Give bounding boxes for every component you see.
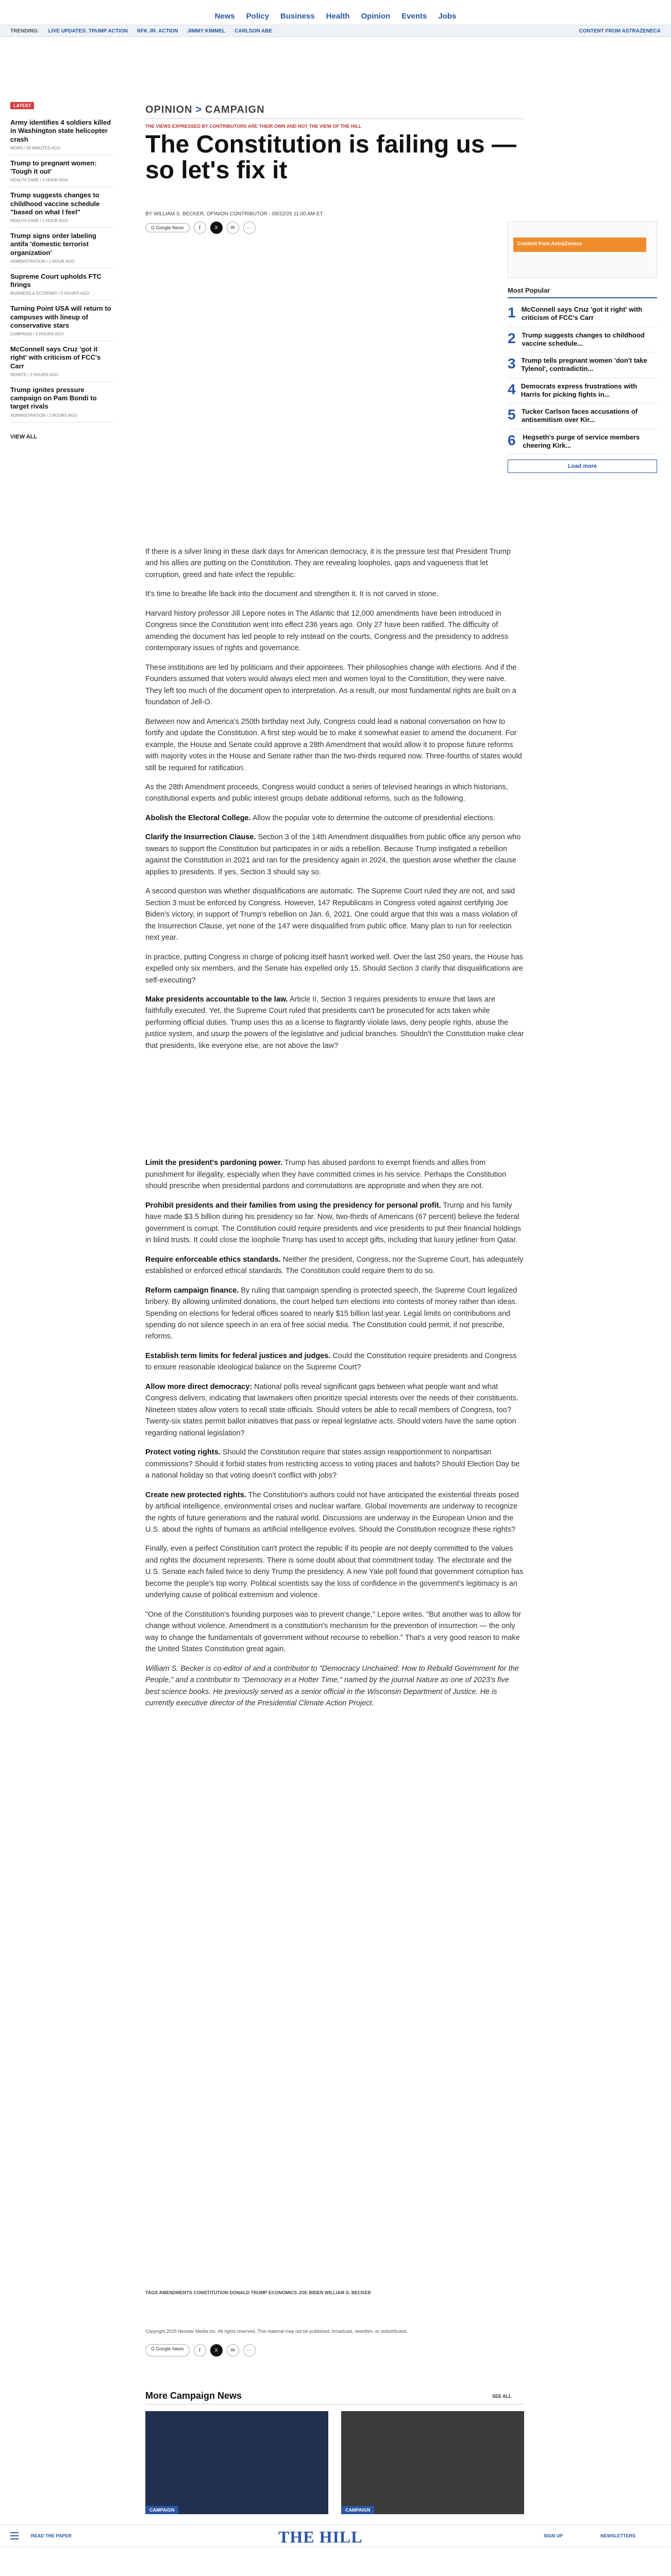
author-bio: William S. Becker is co-editor of and a contributor to "Democracy Unchained: How to Rebuild Government for the People," and a contributor to "Democracy in a Hotter Time," named by the journal Nature as one of 2023's five best science books. He previously served as a senior official in the Wisconsin Department of Justice. He is currently executive director of the Presidential Climate Action Project. xyxy=(145,1664,519,1708)
more-share-icon[interactable]: ⋯ xyxy=(243,2344,256,2357)
card-image[interactable] xyxy=(145,2411,328,2514)
breadcrumb-separator-icon: > xyxy=(195,104,203,115)
reform-heading: Prohibit presidents and their families from using the presidency for personal profit. xyxy=(145,1201,441,1210)
most-popular-item[interactable] xyxy=(508,403,657,429)
x-share-icon[interactable]: X xyxy=(210,2344,223,2357)
right-sidebar xyxy=(508,222,657,473)
site-logo[interactable]: THE HILL xyxy=(278,2528,363,2546)
most-popular-title-text[interactable]: Trump tells pregnant women 'don't take Tylenol', contradictin... xyxy=(521,357,647,373)
rank-number: 1 xyxy=(508,304,516,320)
article-tags[interactable]: TAGS AMENDMENTS CONSTITUTION DONALD TRUMP ECONOMICS JOE BIDEN WILLIAM S. BECKER xyxy=(145,2290,371,2295)
paragraph-text: The Constitution's authors could not have anticipated the existential threats posed by artificial intelligence, environmental crises and nuclear warfare. Global movements are underway to recognize the rights of future generations and the natural world. Discussions are underway in the European Union and the U.S. about the rights of humans as artificial intelligence evolves. Should the Constitution recognize these rights? xyxy=(145,1490,519,1534)
trending-item[interactable]: LIVE UPDATES: TRUMP ACTION xyxy=(48,28,128,34)
section-opinion[interactable]: OPINION xyxy=(145,104,193,115)
latest-item-meta: NEWS / 28 MINUTES AGO xyxy=(10,145,61,150)
section-campaign[interactable]: CAMPAIGN xyxy=(205,104,265,115)
paragraph: It's time to breathe life back into the document and strengthen it. It is not carved in stone. xyxy=(145,590,439,599)
latest-item[interactable] xyxy=(10,228,113,268)
nav-opinion[interactable]: Opinion xyxy=(361,12,391,21)
most-popular-title-text[interactable]: Hegseth's purge of service members cheering Kirk... xyxy=(523,433,640,449)
latest-item-meta: ADMINISTRATION / 1 HOUR AGO xyxy=(10,259,75,264)
rank-number: 6 xyxy=(508,432,516,448)
newsletters-link[interactable]: NEWSLETTERS xyxy=(600,2533,636,2538)
latest-sidebar xyxy=(10,100,113,440)
paragraph: Between now and America's 250th birthday next July, Congress could lead a national conversation on how to fortify and update the Constitution. A first step would be to make it somewhat easier to amend the document. For example, the House and Senate could approve a 28th Amendment that would allow it to propose future reforms with majority votes in the House and Senate rather than the two-thirds required now. Three-fourths of states would still be required for ratification. xyxy=(145,717,522,772)
paragraph xyxy=(145,1350,524,1374)
paragraph-text: By ruling that campaign spending is protected speech, the Supreme Court legalized bribery. By allowing unlimited donations, the court helped turn elections into contests of money rather than ideas. Spending on elections for federal offices soared to nearly $15 billion last year. Legal limits on contributions and spending do not silence speech in an era of free social media. The Constitution could permit, if not prescribe, reforms. xyxy=(145,1286,517,1341)
paragraph xyxy=(145,812,524,824)
paragraph-text: Could the Constitution require presidents and Congress to ensure reasonable ideological balance on the Supreme Court? xyxy=(145,1351,517,1372)
paragraph xyxy=(145,1447,524,1481)
paragraph: These institutions are led by politicians and their appointees. Their philosophies change with elections. And if the Founders assumed that voters would always elect men and women loyal to the Constitution, they were naive. They left too much of the document open to interpretation. As a result, our most fundamental rights are built on a foundation of Jell-O. xyxy=(145,663,517,707)
email-share-icon[interactable]: ✉ xyxy=(227,222,239,234)
latest-badge: LATEST xyxy=(10,102,34,109)
paragraph-text: Section 3 of the 14th Amendment disqualifies from public office any person who swears to support the Constitution but participates in or aids a rebellion. Because Trump instigated a rebellion against the Constitution in 2021 and ran for the presidency again in 2024, the question arose whether the clause applies to presidents. If yes, Section 3 should say so. xyxy=(145,833,521,876)
most-popular-item[interactable] xyxy=(508,327,657,353)
paragraph xyxy=(145,1157,524,1192)
latest-item-title[interactable]: Trump signs order labeling antifa 'domestic terrorist organization' xyxy=(10,232,96,257)
paragraph: If there is a silver lining in these dark days for American democracy, it is the pressure test that President Trump and his allies are putting on the Constitution. They are revealing loopholes, gaps and vagueness that let corruption, greed and hate infect the republic. xyxy=(145,548,511,579)
paragraph xyxy=(145,1489,524,1536)
latest-item[interactable] xyxy=(10,187,113,228)
ad-banner[interactable]: Content from AstraZeneca xyxy=(513,238,646,252)
latest-item[interactable] xyxy=(10,268,113,301)
paragraph: As the 28th Amendment proceeds, Congress would conduct a series of televised hearings in which historians, constitutional experts and public interest groups debate additional reforms, such as the following. xyxy=(145,783,508,803)
latest-item-title[interactable]: Turning Point USA will return to campuses with lineup of conservative stars xyxy=(10,304,111,329)
latest-item-title[interactable]: Army identifies 4 soldiers killed in Washington state helicopter crash xyxy=(10,118,111,143)
paragraph xyxy=(145,1285,524,1343)
most-popular-item[interactable] xyxy=(508,301,657,327)
paragraph-text: Allow the popular vote to determine the outcome of presidential elections. xyxy=(250,814,495,822)
card-category[interactable]: CAMPAIGN xyxy=(341,2506,374,2514)
reform-heading: Require enforceable ethics standards. xyxy=(145,1255,281,1264)
load-more-button[interactable]: Load more xyxy=(508,460,657,473)
reform-heading: Establish term limits for federal justices and judges. xyxy=(145,1351,331,1360)
inline-ad-space xyxy=(145,1059,524,1157)
news-card[interactable] xyxy=(341,2411,524,2576)
paragraph: In practice, putting Congress in charge of policing itself hasn't worked well. Over the last 250 years, the House has expelled only six members, and the Senate has expelled only 15. Should Section 3 clarify that disqualifications are self-executing? xyxy=(145,953,523,985)
paragraph xyxy=(145,1200,524,1246)
share-row xyxy=(145,222,256,234)
section-breadcrumb xyxy=(145,104,265,116)
copyright-notice: Copyright 2025 Nexstar Media Inc. All rights reserved. This material may not be published, broadcast, rewritten, or redistributed. xyxy=(145,2329,408,2334)
article-body xyxy=(145,546,524,1717)
trending-item[interactable]: CARLSON ABE xyxy=(234,28,273,34)
paragraph: Harvard history professor Jill Lepore notes in The Atlantic that 12,000 amendments have been introduced in Congress since the Constitution went into effect 236 years ago. Only 27 have been ratified. The difficulty of amending the document has led people to rely instead on the courts, Congress and the presidency to address contemporary issues of rights and governance. xyxy=(145,609,509,653)
paragraph xyxy=(145,1254,524,1277)
read-paper-link[interactable]: READ THE PAPER xyxy=(31,2533,72,2538)
paragraph: "One of the Constitution's founding purposes was to prevent change," Lepore writes. "But another was to allow for change without violence. Amendment is a constitution's mechanism for the prevention of insurrection — the only way to change the fundamentals of government without recourse to rebellion." That's a very good reason to make the United States Constitution great again. xyxy=(145,1610,522,1654)
reform-heading: Limit the president's pardoning power. xyxy=(145,1159,283,1167)
latest-item-title[interactable]: McConnell says Cruz 'got it right' with criticism of FCC's Carr xyxy=(10,345,101,370)
paragraph-text: National polls reveal significant gaps between what people want and what Congress delivers, indicating that lawmakers often prioritize special interests over the needs of their constituents. Nineteen states allow voters to recall state officials. Should voters be able to recall members of Congress, too? Twenty-six states permit ballot initiatives that pass or repeal legislative acts. Should voters have the same option regarding national legislation? xyxy=(145,1382,518,1437)
trending-bar xyxy=(0,25,671,37)
latest-item[interactable] xyxy=(10,382,113,422)
nav-events[interactable]: Events xyxy=(401,12,427,21)
article-byline: BY WILLIAM S. BECKER, OPINION CONTRIBUTOR - 09/22/25 11:00 AM ET xyxy=(145,211,323,217)
card-image[interactable] xyxy=(341,2411,524,2514)
view-all-link[interactable]: VIEW ALL xyxy=(10,433,38,440)
facebook-share-icon[interactable]: f xyxy=(194,222,206,234)
email-share-icon[interactable]: ✉ xyxy=(227,2344,239,2357)
reform-heading: Protect voting rights. xyxy=(145,1448,221,1457)
news-card[interactable] xyxy=(145,2411,328,2576)
opinion-disclaimer: THE VIEWS EXPRESSED BY CONTRIBUTORS ARE THEIR OWN AND NOT THE VIEW OF THE HILL xyxy=(145,124,362,129)
paragraph xyxy=(145,832,524,878)
nav-health[interactable]: Health xyxy=(326,12,350,21)
article-headline: The Constitution is failing us — so let's fix it xyxy=(145,131,516,184)
more-share-icon[interactable]: ⋯ xyxy=(243,222,256,234)
nav-jobs[interactable]: Jobs xyxy=(438,12,457,21)
google-news-button[interactable]: G Google News xyxy=(145,2344,190,2357)
rank-number: 4 xyxy=(508,381,516,397)
rank-number: 5 xyxy=(508,406,516,422)
most-popular-title-text[interactable]: Democrats express frustrations with Harris for picking fights in... xyxy=(521,382,638,398)
paragraph xyxy=(145,1381,524,1439)
header-divider xyxy=(145,118,524,119)
share-row-bottom xyxy=(145,2344,256,2357)
x-share-icon[interactable]: X xyxy=(210,222,223,234)
trending-label: TRENDING: xyxy=(10,28,39,34)
latest-item-title[interactable]: Supreme Court upholds FTC firings xyxy=(10,272,102,289)
most-popular-item[interactable] xyxy=(508,378,657,404)
signup-link[interactable]: SIGN UP xyxy=(544,2533,563,2538)
latest-item[interactable] xyxy=(10,300,113,341)
most-popular-title-text[interactable]: McConnell says Cruz 'got it right' with criticism of FCC's Carr xyxy=(521,306,643,322)
latest-item-meta: ADMINISTRATION / 2 HOURS AGO xyxy=(10,413,77,418)
most-popular-item[interactable] xyxy=(508,429,657,455)
paragraph-text: Trump has abused pardons to exempt friends and allies from punishment for illegality, especially when they have committed crimes in his service. Perhaps the Constitution should prescribe when presidential pardons and commutations are appropriate and when they are not. xyxy=(145,1159,507,1191)
latest-item-meta: CAMPAIGN / 2 HOURS AGO xyxy=(10,332,64,336)
paragraph: Finally, even a perfect Constitution can't protect the republic if its people are not deeply committed to the values and rights the document represents. There is some doubt about that commitment today. The electorate and the U.S. Senate each failed twice to deny Trump the presidency. A new Yale poll found that government corruption has become the people's top worry. Political scientists say the loss of confidence in the government's legitimacy is an underlying cause of political extremism and violence. xyxy=(145,1545,524,1600)
nav-news[interactable]: News xyxy=(214,12,235,21)
trending-item[interactable]: RFK JR. ACTION xyxy=(137,28,178,34)
more-news-see-all[interactable]: SEE ALL xyxy=(492,2394,512,2399)
latest-item-meta: SENATE / 2 HOURS AGO xyxy=(10,372,59,377)
latest-item-meta: HEALTH CARE / 1 HOUR AGO xyxy=(10,178,68,183)
reform-heading: Create new protected rights. xyxy=(145,1490,246,1499)
rank-number: 3 xyxy=(508,355,516,371)
reform-heading: Make presidents accountable to the law. xyxy=(145,995,288,1004)
latest-item-title[interactable]: Trump suggests changes to childhood vaccine schedule "based on what I feel" xyxy=(10,191,100,216)
sticky-brand-bar xyxy=(0,2524,671,2547)
latest-item[interactable] xyxy=(10,341,113,382)
paragraph-text: Neither the president, Congress, nor the Supreme Court, has adequately established or enforced ethical standards. The Constitution could require them to do so. xyxy=(145,1255,524,1276)
nav-policy[interactable]: Policy xyxy=(246,12,269,21)
latest-item-meta: HEALTH CARE / 1 HOUR AGO xyxy=(10,218,68,223)
reform-heading: Allow more direct democracy: xyxy=(145,1382,253,1391)
reform-heading: Clarify the Insurrection Clause. xyxy=(145,833,256,842)
reform-heading: Abolish the Electoral College. xyxy=(145,814,251,822)
nav-business[interactable]: Business xyxy=(280,12,315,21)
paragraph-text: Should the Constitution require that states assign reapportionment to nonpartisan commissions? Should it forbid states from restricting access to voting places and ballots? Should Election Day be a national holiday so that voting doesn't conflict with jobs? xyxy=(145,1448,520,1480)
latest-item[interactable] xyxy=(10,114,113,155)
latest-item[interactable] xyxy=(10,155,113,188)
advertisement[interactable] xyxy=(508,222,657,278)
paragraph xyxy=(145,994,524,1052)
top-nav xyxy=(0,0,671,25)
most-popular-title-text[interactable]: Trump suggests changes to childhood vaccine schedule... xyxy=(522,331,645,347)
paragraph-text: Article II, Section 3 requires presidents to ensure that laws are faithfully executed. Yet, the Supreme Court ruled that presidents can't be prosecuted for acts taken while performing official duties. Trump uses this as a license to flagrantly violate laws, deny people rights, abuse the justice system, and usurp the powers of the legislative and judicial branches. Shouldn't the Constitution make clear that presidents, like everyone else, are not above the law? xyxy=(145,995,524,1050)
latest-item-title[interactable]: Trump to pregnant women: 'Tough it out' xyxy=(10,159,97,175)
more-news-title: More Campaign News xyxy=(145,2391,242,2401)
paragraph-text: Trump and his family have made $3.5 billion during his presidency so far. Now, two-thirds of Americans (67 percent) believe the federal government is corrupt. The Constitution could require presidents and vice presidents to put their financial holdings in blind trusts. It could close the loophole Trump has used to accept gifts, including that luxury jetliner from Qatar. xyxy=(145,1201,522,1245)
most-popular-title: Most Popular xyxy=(508,286,657,298)
latest-item-title[interactable]: Trump ignites pressure campaign on Pam Bondi to target rivals xyxy=(10,385,97,411)
reform-heading: Reform campaign finance. xyxy=(145,1286,239,1295)
menu-icon[interactable] xyxy=(10,2532,19,2539)
card-category[interactable]: CAMPAIGN xyxy=(145,2506,178,2514)
google-news-button[interactable]: G Google News xyxy=(145,223,190,232)
facebook-share-icon[interactable]: f xyxy=(194,2344,206,2357)
most-popular-title-text[interactable]: Tucker Carlson faces accusations of antisemitism over Kir... xyxy=(522,408,638,424)
latest-item-meta: BUSINESS & ECONOMY / 2 HOURS AGO xyxy=(10,291,90,296)
paragraph: A second question was whether disqualifications are automatic. The Supreme Court ruled they are not, and said Section 3 must be enforced by Congress. However, 147 Republicans in Congress voted against certifying Joe Biden's victory, in support of Trump's rebellion on Jan. 6, 2021. One could argue that this was a mass violation of the Insurrection Clause, yet none of the 147 were disqualified from public office. Many plan to run for reelection next year. xyxy=(145,887,517,942)
most-popular-item[interactable] xyxy=(508,352,657,378)
rank-number: 2 xyxy=(508,330,516,346)
trending-item[interactable]: JIMMY KIMMEL xyxy=(187,28,226,34)
trending-promo[interactable]: CONTENT FROM ASTRAZENECA xyxy=(579,28,661,34)
